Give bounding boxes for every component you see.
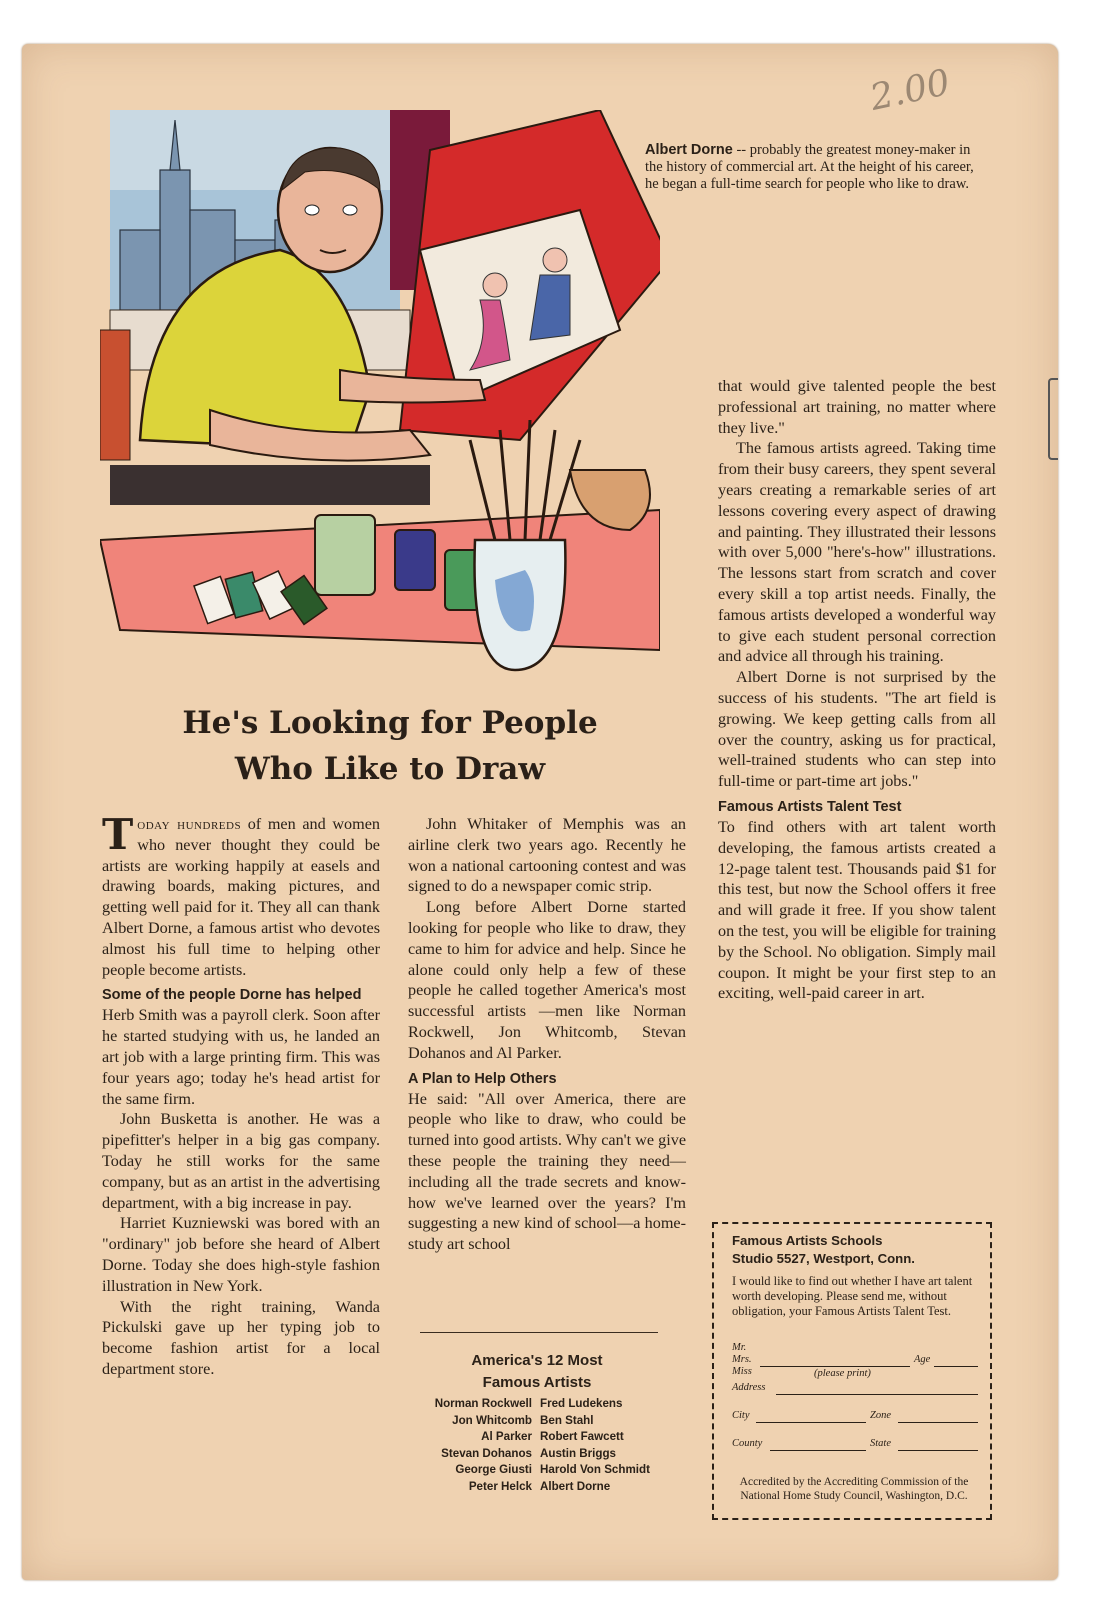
article-column-1 bbox=[102, 810, 380, 1380]
artists-title-line-1: America's 12 Most bbox=[471, 1352, 603, 1369]
article-column-2 bbox=[408, 814, 686, 1255]
paragraph-herb-smith: Herb Smith was a payroll clerk. Soon after he started studying with us, he landed an art job with a large printing firm. This was four years ago; today he's head artist for the same firm. bbox=[102, 1006, 380, 1108]
caption-name: Albert Dorne bbox=[645, 142, 733, 158]
artist-name: Albert Dorne bbox=[540, 1479, 611, 1493]
subhead-talent-test: Famous Artists Talent Test bbox=[718, 798, 902, 815]
caption-text: -- probably the greatest money-maker in the history of commercial art. At the height of his career, he began a full-time search for people who like to draw. bbox=[645, 142, 974, 192]
coupon-address: Studio 5527, Westport, Conn. bbox=[732, 1251, 915, 1266]
artist-name: Stevan Dohanos bbox=[441, 1446, 532, 1460]
name-field-line[interactable] bbox=[760, 1366, 910, 1367]
please-print-note: (please print) bbox=[814, 1368, 871, 1379]
artist-name: Norman Rockwell bbox=[434, 1397, 532, 1410]
city-field-line[interactable] bbox=[756, 1422, 866, 1423]
subhead-plan: A Plan to Help Others bbox=[408, 1070, 557, 1087]
coupon-school-name: Famous Artists Schools bbox=[732, 1233, 883, 1248]
paragraph-he-said: He said: "All over America, there are people who like to draw, who could be turned into good artists. Why can't we give these people the training they need—including all the trade secrets and know-how we've learned over the years? I'm suggesting a new kind of school—a home-study art school bbox=[408, 1089, 686, 1254]
paragraph-john-busketta: John Busketta is another. He was a pipefitter's helper in a big gas company. Today he still works for the same company, but as an artist in the advertising department, with a big increase in pay. bbox=[102, 1110, 380, 1212]
mr-label: Mr. bbox=[732, 1342, 747, 1353]
artists-list bbox=[400, 1396, 690, 1495]
county-field-line[interactable] bbox=[770, 1450, 866, 1451]
artist-name: Ben Stahl bbox=[540, 1413, 594, 1427]
pencil-price-mark: 2.00 bbox=[866, 62, 954, 119]
paragraph-long-before: Long before Albert Dorne started looking for people who like to draw, they came to him for advice and help. Since he alone could only help a few of these people he called together America's most successful artists —men like Norman Rockwell, Jon Whitcomb, Stevan Dohanos and Al Parker. bbox=[408, 898, 686, 1062]
coupon-title bbox=[732, 1232, 915, 1268]
city-label: City bbox=[732, 1410, 750, 1421]
artist-row bbox=[400, 1462, 690, 1479]
drop-cap: T bbox=[102, 810, 134, 859]
headline-line-1: He's Looking for People bbox=[182, 705, 598, 741]
intro-paragraph bbox=[102, 810, 380, 980]
paragraph-talent-test: To find others with art talent worth developing, the famous artists created a 12-page talent test. Thousands paid $1 for this test, but now the School offers it free and will grade it free. If you show talent on the test, you will be eligible for training by the School. No obligation. Simply mail coupon. It might be your first step to an exciting, well-paid career in art. bbox=[718, 817, 996, 1003]
illustration-caption bbox=[645, 142, 975, 193]
paragraph-continued: that would give talented people the best professional art training, no matter where they live." bbox=[718, 377, 996, 437]
coupon-request-text: I would like to find out whether I have art talent worth developing. Please send me, without obligation, your Famous Artists Talent Test. bbox=[732, 1274, 973, 1318]
artist-illustration bbox=[100, 110, 660, 680]
artist-row bbox=[400, 1479, 690, 1496]
accreditation-note: Accredited by the Accrediting Commission of the National Home Study Council, Washington, D.C. bbox=[739, 1476, 969, 1502]
artist-row bbox=[400, 1396, 690, 1413]
mrs-label: Mrs. bbox=[732, 1354, 752, 1365]
artist-name: Fred Ludekens bbox=[540, 1397, 623, 1410]
artist-name: Harold Von Schmidt bbox=[540, 1463, 650, 1476]
miss-label: Miss bbox=[732, 1366, 752, 1377]
staple-mark bbox=[1048, 378, 1058, 460]
artists-title-line-2: Famous Artists bbox=[482, 1374, 592, 1391]
artist-name: Jon Whitcomb bbox=[452, 1413, 532, 1427]
paragraph-wanda: With the right training, Wanda Pickulski gave up her typing job to become fashion artist for a local department store. bbox=[102, 1297, 380, 1378]
artist-name: George Giusti bbox=[455, 1463, 532, 1476]
divider-line bbox=[420, 1332, 658, 1333]
artist-name: Al Parker bbox=[481, 1430, 532, 1443]
zone-label: Zone bbox=[870, 1410, 891, 1421]
address-label: Address bbox=[732, 1382, 766, 1393]
age-label: Age bbox=[914, 1354, 931, 1365]
state-label: State bbox=[870, 1438, 891, 1449]
artist-name: Austin Briggs bbox=[540, 1446, 617, 1460]
paragraph-not-surprised: Albert Dorne is not surprised by the success of his students. "The art field is growing. We keep getting calls from all over the country, asking us for practical, well-trained students who can step into full-time or part-time art jobs." bbox=[718, 668, 996, 791]
desk bbox=[100, 510, 660, 650]
intro-text: of men and women who never thought they could be artists are working happily at easels and drawing boards, making pictures, and getting well paid for it. They all can thank Albert Dorne, a famous artist who devotes almost his full time to helping other people become artists. bbox=[102, 815, 380, 979]
paragraph-artists-agreed: The famous artists agreed. Taking time from their busy careers, they spent several years creating a remarkable series of art lessons covering every aspect of drawing and painting. They illustrated their lessons with over 5,000 "here's-how" illustrations. The lessons start from scratch and cover every skill a top artist needs. Finally, the famous artists developed a wonderful way to give each student personal correction and advice all through his training. bbox=[718, 439, 996, 666]
paragraph-john-whitaker: John Whitaker of Memphis was an airline clerk two years ago. Recently he won a national cartooning contest and was signed to do a newspaper comic strip. bbox=[408, 815, 686, 896]
article-column-3 bbox=[718, 376, 996, 1004]
paragraph-harriet: Harriet Kuzniewski was bored with an "ordinary" job before she heard of Albert Dorne. Today she does high-style fashion illustration in New York. bbox=[102, 1214, 380, 1295]
mail-coupon[interactable] bbox=[712, 1222, 992, 1520]
age-field-line[interactable] bbox=[934, 1366, 978, 1367]
artist-row bbox=[400, 1413, 690, 1430]
subhead-people-helped: Some of the people Dorne has helped bbox=[102, 987, 362, 1004]
address-field-line[interactable] bbox=[776, 1394, 978, 1395]
artist-name: Peter Helck bbox=[468, 1479, 532, 1493]
state-field-line[interactable] bbox=[898, 1450, 978, 1451]
zone-field-line[interactable] bbox=[898, 1422, 978, 1423]
artists-list-title bbox=[412, 1350, 662, 1394]
artist-name: Robert Fawcett bbox=[540, 1430, 624, 1443]
lead-words: oday hundreds bbox=[137, 815, 242, 833]
county-label: County bbox=[732, 1438, 763, 1449]
headline bbox=[120, 700, 660, 792]
artist-row bbox=[400, 1429, 690, 1446]
headline-line-2: Who Like to Draw bbox=[234, 751, 546, 787]
artist-row bbox=[400, 1446, 690, 1463]
